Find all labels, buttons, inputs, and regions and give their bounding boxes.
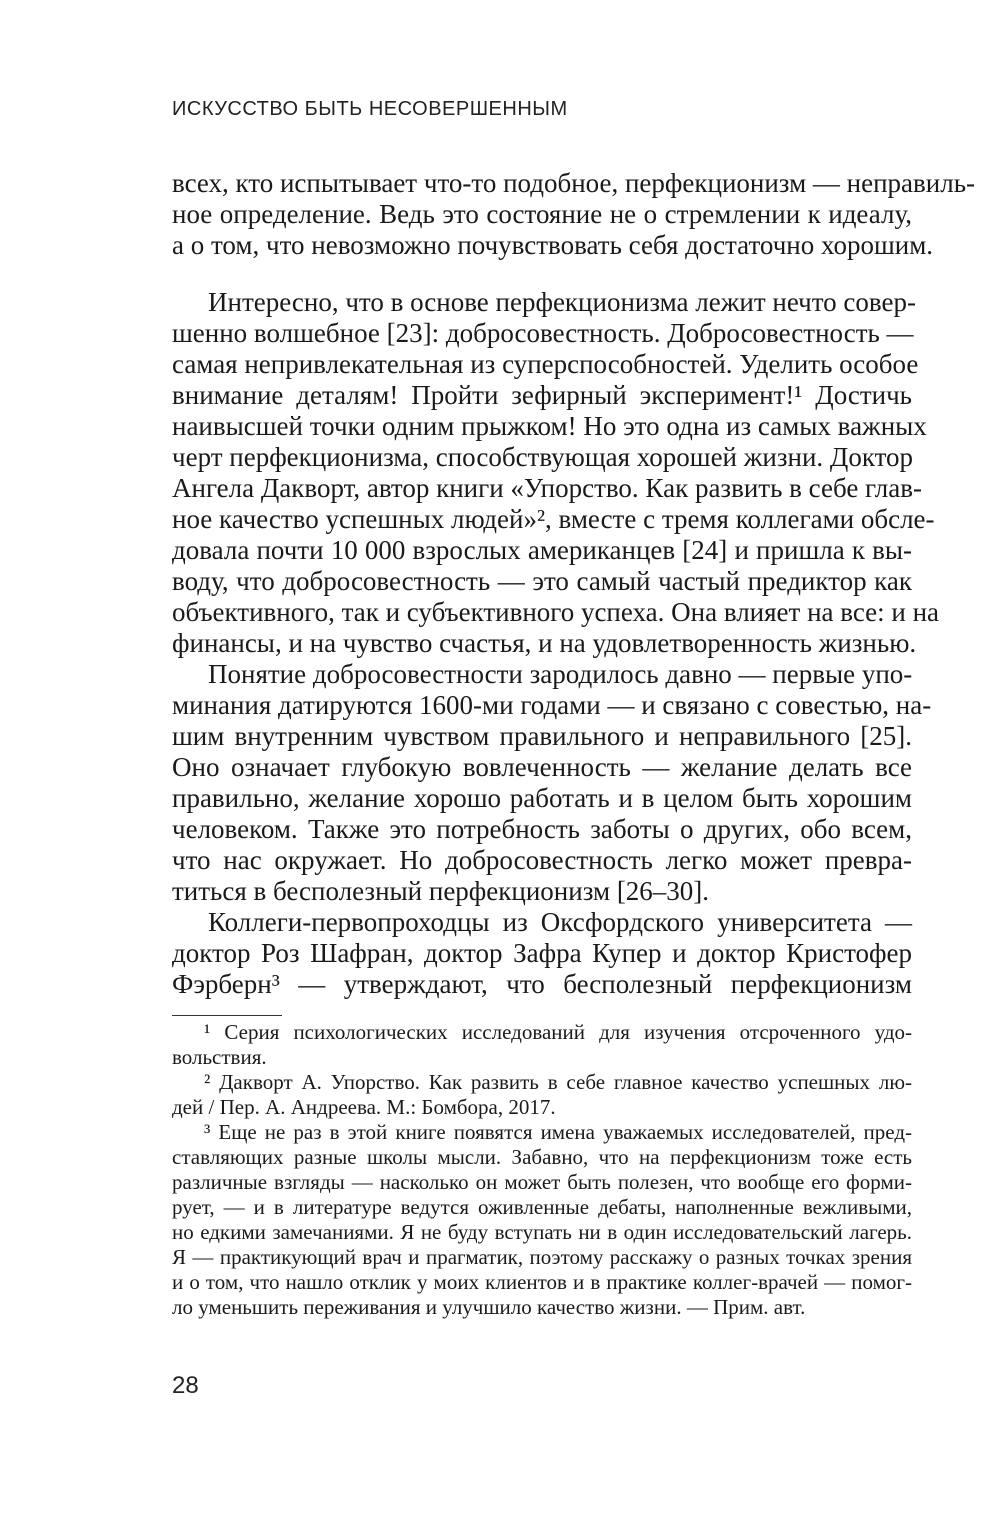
footnote-line: ло уменьшить переживания и улучшило качество жизни. — Прим. авт. <box>172 1295 806 1319</box>
footnote-line: вольствия. <box>172 1045 267 1069</box>
text-line: правильно, желание хорошо работать и в целом быть хорошим <box>172 783 912 813</box>
footnote-2 <box>172 1070 912 1120</box>
page-number: 28 <box>172 1372 199 1399</box>
text-line: всех, кто испытывает что-то подобное, перфекционизм — неправиль- <box>172 168 976 198</box>
text-line: шим внутренним чувством правильного и неправильного [25]. <box>172 721 912 751</box>
text-line: Коллеги-первопроходцы из Оксфордского университета — <box>208 907 912 937</box>
footnote-line: различные взгляды — насколько он может быть полезен, что вообще его форми- <box>172 1170 912 1194</box>
text-line: финансы, и на чувство счастья, и на удовлетворенность жизнью. <box>172 628 917 658</box>
text-line: довала почти 10 000 взрослых американцев [24] и пришла к вы- <box>172 535 912 565</box>
footnote-3 <box>172 1120 912 1320</box>
section-gap <box>172 261 912 287</box>
text-line: а о том, что невозможно почувствовать себя достаточно хорошим. <box>172 230 934 260</box>
text-line: Фэрберн³ — утверждают, что бесполезный перфекционизм <box>172 969 912 999</box>
body-text <box>172 168 976 1000</box>
footnote-divider <box>172 1015 282 1016</box>
text-line: воду, что добросовестность — это самый частый предиктор как <box>172 566 912 596</box>
text-line: черт перфекционизма, способствующая хорошей жизни. Доктор <box>172 442 914 472</box>
text-line: ное определение. Ведь это состояние не о стремлении к идеалу, <box>172 199 912 229</box>
footnote-line: ³ Еще не раз в этой книге появятся имена уважаемых исследователей, пред- <box>204 1120 912 1144</box>
footnote-line: дей / Пер. А. Андреева. М.: Бомбора, 2017. <box>172 1095 556 1119</box>
text-line: наивысшей точки одним прыжком! Но это одна из самых важных <box>172 411 927 441</box>
footnote-line: ¹ Серия психологических исследований для изучения отсроченного удо- <box>204 1020 912 1044</box>
text-line: самая непривлекательная из суперспособностей. Уделить особое <box>172 349 919 379</box>
text-line: ное качество успешных людей»², вместе с тремя коллегами обсле- <box>172 504 935 534</box>
running-head: ИСКУССТВО БЫТЬ НЕСОВЕРШЕННЫМ <box>172 98 568 120</box>
paragraph-3 <box>172 659 932 907</box>
footnote-line: но едкими замечаниями. Я не буду вступать ни в один исследовательский лагерь. <box>172 1220 912 1244</box>
text-line: Оно означает глубокую вовлеченность — желание делать все <box>172 752 912 782</box>
text-line: титься в бесполезный перфекционизм [26–30]. <box>172 876 710 906</box>
text-line: что нас окружает. Но добросовестность легко может превра- <box>172 845 912 875</box>
text-line: Интересно, что в основе перфекционизма лежит нечто совер- <box>208 287 916 317</box>
text-line: минания датируются 1600-ми годами — и связано с совестью, на- <box>172 690 932 720</box>
paragraph-1 <box>172 168 976 261</box>
footnote-line: ² Дакворт А. Упорство. Как развить в себе главное качество успешных лю- <box>204 1070 912 1094</box>
footnote-line: рует, — и в литературе ведутся оживленные дебаты, наполненные вежливыми, <box>172 1195 912 1219</box>
text-line: человеком. Также это потребность заботы о других, обо всем, <box>172 814 912 844</box>
text-line: объективного, так и субъективного успеха. Она влияет на все: и на <box>172 597 940 627</box>
text-line: Понятие добросовестности зародилось давно — первые упо- <box>208 659 913 689</box>
text-line: шенно волшебное [23]: добросовестность. Добросовестность — <box>172 318 914 348</box>
text-line: внимание деталям! Пройти зефирный эксперимент!¹ Достичь <box>172 380 912 410</box>
footnote-line: Я — практикующий врач и прагматик, поэтому расскажу о разных точках зрения <box>172 1245 912 1269</box>
footnotes <box>172 1020 912 1320</box>
text-line: доктор Роз Шафран, доктор Зафра Купер и доктор Кристофер <box>172 938 912 968</box>
paragraph-4 <box>172 907 912 1000</box>
footnote-line: и о том, что нашло отклик у моих клиентов и в практике коллег-врачей — помог- <box>172 1270 912 1294</box>
paragraph-2 <box>172 287 940 659</box>
footnote-1 <box>172 1020 912 1070</box>
text-line: Ангела Дакворт, автор книги «Упорство. Как развить в себе глав- <box>172 473 922 503</box>
footnote-line: ставляющих разные школы мысли. Забавно, что на перфекционизм тоже есть <box>172 1145 912 1169</box>
